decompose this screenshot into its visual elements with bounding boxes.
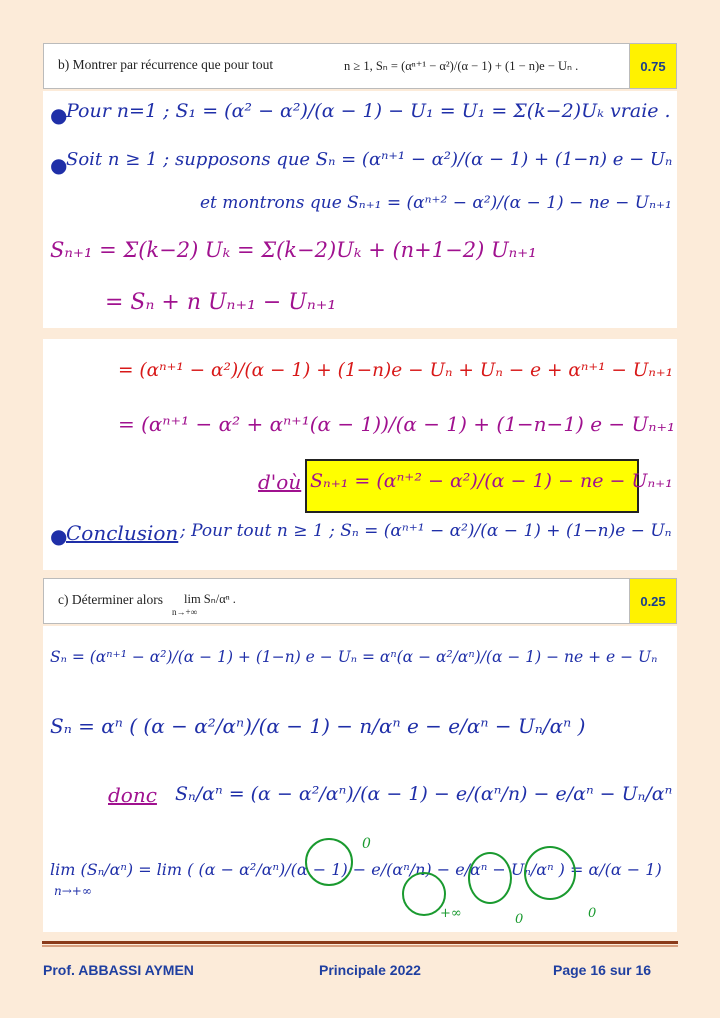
donc-label: donc	[108, 783, 157, 807]
question-b-formula: n ≥ 1, Sₙ = (αⁿ⁺¹ − α²)/(α − 1) + (1 − n)e − Uₙ .	[344, 59, 579, 73]
question-c-formula: lim Sₙ/αⁿ .	[184, 592, 236, 606]
line-combined: = (αⁿ⁺¹ − α² + αⁿ⁺¹(α − 1))/(α − 1) + (1−n−1) e − Uₙ₊₁	[118, 412, 676, 436]
question-b-text: b) Montrer par récurrence que pour tout	[58, 57, 274, 72]
line-hypothesis: Soit n ≥ 1 ; supposons que Sₙ = (αⁿ⁺¹ − α²)/(α − 1) + (1−n) e − Uₙ	[66, 149, 673, 170]
arrow-to-infinity: +∞	[440, 906, 462, 921]
line-sum-simplified: = Sₙ + n Uₙ₊₁ − Uₙ₊₁	[105, 290, 337, 315]
points-badge-c: 0.25	[629, 579, 676, 623]
bullet-dot-1: ●	[50, 103, 68, 127]
bullet-dot-2: ●	[50, 153, 68, 177]
limit-circle-1	[305, 838, 353, 886]
line-c3: Sₙ/αⁿ = (α − α²/αⁿ)/(α − 1) − e/(αⁿ/n) − e/αⁿ − Uₙ/αⁿ	[175, 783, 673, 805]
line-result: Sₙ₊₁ = (αⁿ⁺² − α²)/(α − 1) − ne − Uₙ₊₁	[310, 470, 673, 492]
bullet-dot-3: ●	[50, 524, 68, 548]
footer-author: Prof. ABBASSI AYMEN	[43, 962, 194, 978]
footer-divider-dark	[42, 941, 678, 944]
line-conclusion: ; Pour tout n ≥ 1 ; Sₙ = (αⁿ⁺¹ − α²)/(α − 1) + (1−n)e − Uₙ	[180, 521, 672, 541]
question-c-lim-sub: n→+∞	[172, 607, 197, 617]
footer-exam: Principale 2022	[319, 962, 421, 978]
footer-page: Page 16 sur 16	[553, 962, 652, 978]
arrow-to-zero-3: 0	[588, 906, 597, 921]
line-base-case: Pour n=1 ; S₁ = (α² − α²)/(α − 1) − U₁ = U₁ = Σ(k−2)Uₖ vraie .	[66, 100, 671, 122]
line-to-prove: et montrons que Sₙ₊₁ = (αⁿ⁺² − α²)/(α − 1) − ne − Uₙ₊₁	[200, 193, 672, 213]
solution-panel-3	[43, 626, 677, 932]
arrow-to-zero-2: 0	[515, 912, 524, 927]
question-c-text: c) Déterminer alors	[58, 592, 163, 607]
question-b-box	[43, 43, 677, 89]
question-c-box	[43, 578, 677, 624]
dou-label: d'où	[258, 470, 302, 494]
line-c4-lim-sub: n→+∞	[54, 884, 92, 898]
limit-circle-4	[524, 846, 576, 900]
footer-divider-light	[42, 945, 678, 947]
conclusion-label: Conclusion	[66, 521, 179, 545]
line-c2: Sₙ = αⁿ ( (α − α²/αⁿ)/(α − 1) − n/αⁿ e − e/αⁿ − Uₙ/αⁿ )	[50, 714, 586, 738]
limit-circle-3	[468, 852, 512, 904]
arrow-to-zero-1: 0	[362, 836, 371, 852]
line-recurrence-sum: Sₙ₊₁ = Σ(k−2) Uₖ = Σ(k−2)Uₖ + (n+1−2) Uₙ₊₁	[50, 238, 537, 262]
line-c4: lim (Sₙ/αⁿ) = lim ( (α − α²/αⁿ)/(α − 1) − e/(αⁿ/n) − e/αⁿ − Uₙ/αⁿ ) = α/(α − 1)	[50, 860, 662, 879]
line-c1: Sₙ = (αⁿ⁺¹ − α²)/(α − 1) + (1−n) e − Uₙ = αⁿ(α − α²/αⁿ)/(α − 1) − ne + e − Uₙ	[50, 648, 658, 666]
line-substitution: = (αⁿ⁺¹ − α²)/(α − 1) + (1−n)e − Uₙ + Uₙ − e + αⁿ⁺¹ − Uₙ₊₁	[118, 360, 674, 381]
points-badge-b: 0.75	[629, 44, 676, 88]
